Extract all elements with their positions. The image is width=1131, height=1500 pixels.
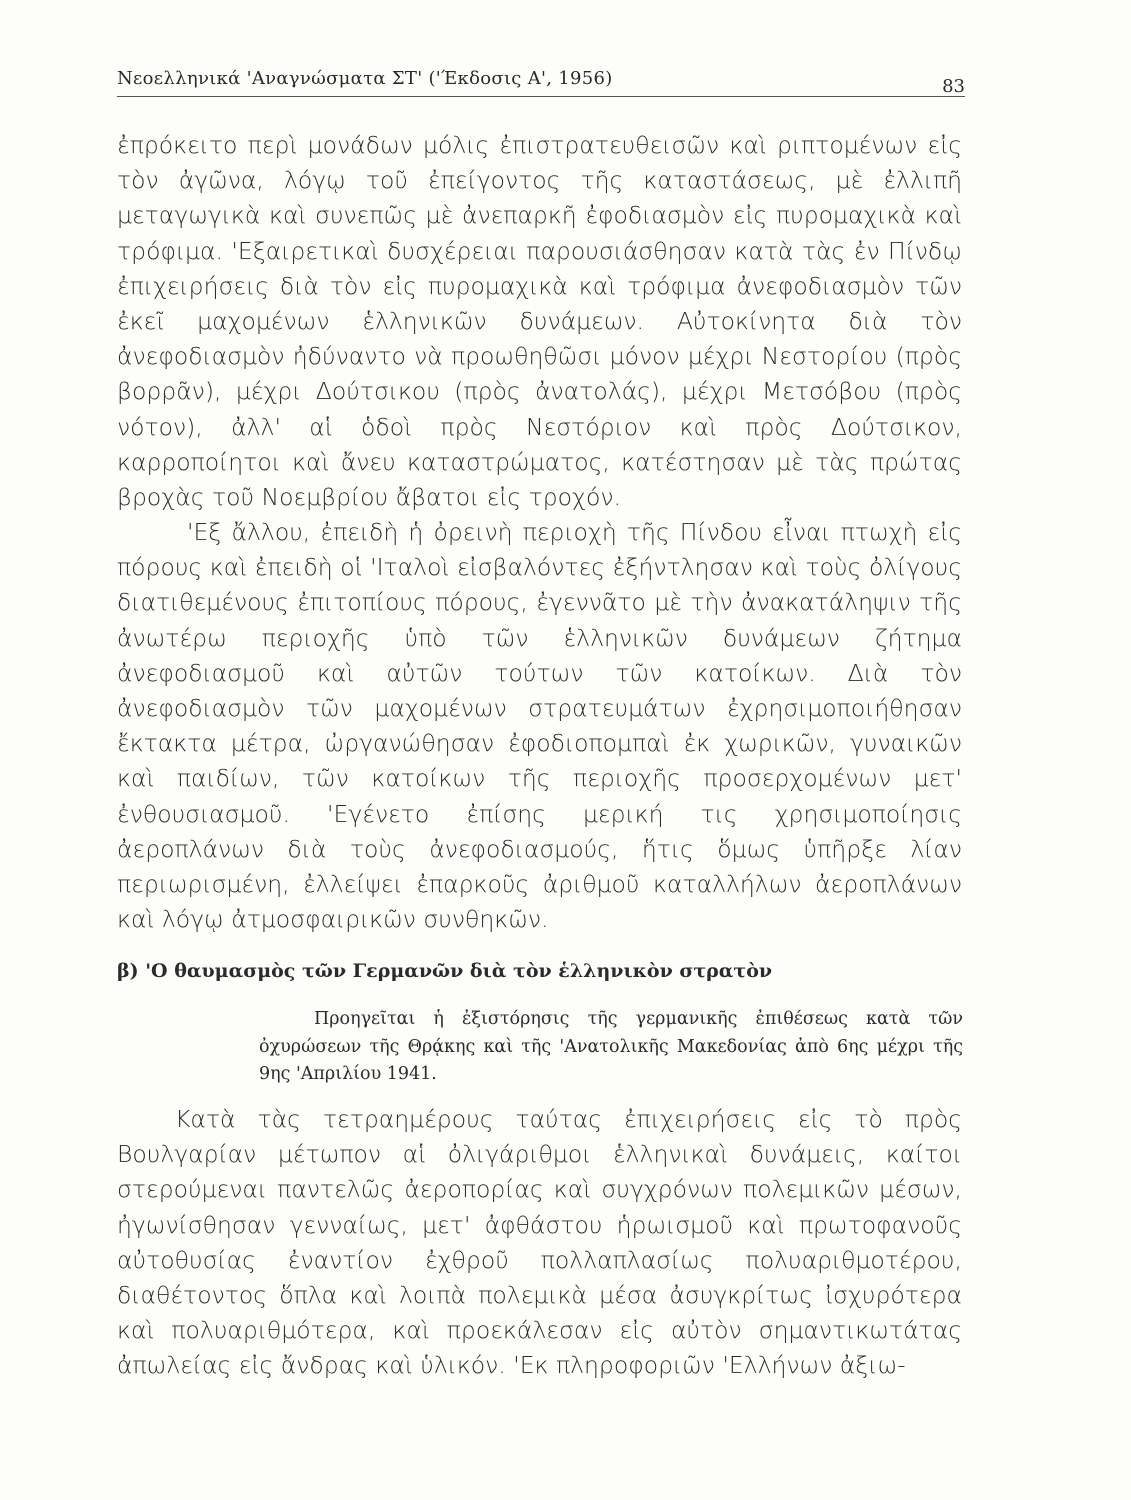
section-heading: β) 'Ο θαυμασμὸς τῶν Γερμανῶν διὰ τὸν ἑλληνικὸν στρατὸν xyxy=(117,960,773,982)
book-title: Νεοελληνικά 'Αναγνώσματα ΣΤ' ('Έκδοσις Α', 1956) xyxy=(117,68,613,89)
running-header xyxy=(117,66,965,97)
section-intro-note: Προηγεῖται ἡ ἐξιστόρησις τῆς γερμανικῆς ἐπιθέσεως κατὰ τῶν ὀχυρώσεων τῆς Θρᾴκης καὶ τῆς 'Ανατολικῆς Μακεδονίας ἀπὸ 6ης μέχρι τῆς 9ης 'Απριλίου 1941. xyxy=(259,1009,963,1084)
paragraph-2-text: 'Εξ ἄλλου, ἐπειδὴ ἡ ὀρεινὴ περιοχὴ τῆς Πίνδου εἶναι πτωχὴ εἰς πόρους καὶ ἐπειδὴ οἱ 'Ιταλοὶ εἰσβαλόντες ἐξήντλησαν καὶ τοὺς ὀλίγους διατιθεμένους ἐπιτοπίους πόρους, ἐγεννᾶτο μὲ τὴν ἀνακατάληψιν τῆς ἀνωτέρω περιοχῆς ὑπὸ τῶν ἑλληνικῶν δυνάμεων ζήτημα ἀνεφοδιασμοῦ καὶ αὐτῶν τούτων τῶν κατοίκων. Διὰ τὸν ἀνεφοδιασμὸν τῶν μαχομένων στρατευμάτων ἐχρησιμοποιήθησαν ἔκτακτα μέτρα, ὠργανώθησαν ἐφοδιοπομπαὶ ἐκ χωρικῶν, γυναικῶν καὶ παιδίων, τῶν κατοίκων τῆς περιοχῆς προσερχομένων μετ' ἐνθουσιασμοῦ. 'Εγένετο ἐπίσης μερική τις χρησιμοποίησις ἀεροπλάνων διὰ τοὺς ἀνεφοδιασμούς, ἥτις ὅμως ὑπῆρξε λίαν περιωρισμένη, ἐλλείψει ἐπαρκοῦς ἀριθμοῦ καταλλήλων ἀεροπλάνων καὶ λόγῳ ἀτμοσφαιρικῶν συνθηκῶν. xyxy=(117,518,962,934)
paragraph-2 xyxy=(117,515,962,937)
paragraph-3-text: Κατὰ τὰς τετραημέρους ταύτας ἐπιχειρήσεις εἰς τὸ πρὸς Βουλγαρίαν μέτωπον αἱ ὀλιγάριθμοι ἑλληνικαὶ δυνάμεις, καίτοι στερούμεναι παντελῶς ἀεροπορίας καὶ συγχρόνων πολεμικῶν μέσων, ἠγωνίσθησαν γενναίως, μετ' ἀφθάστου ἡρωισμοῦ καὶ πρωτοφανοῦς αὐτοθυσίας ἐναντίον ἐχθροῦ πολλαπλασίως πολυαριθμοτέρου, διαθέτοντος ὅπλα καὶ λοιπὰ πολεμικὰ μέσα ἀσυγκρίτως ἰσχυρότερα καὶ πολυαριθμότερα, καὶ προεκάλεσαν εἰς αὐτὸν σημαντικωτάτας ἀπωλείας εἰς ἄνδρας καὶ ὑλικόν. 'Εκ πληροφοριῶν 'Ελλήνων ἀξιω- xyxy=(117,1105,962,1380)
paragraph-3 xyxy=(117,1102,962,1384)
paragraph-1 xyxy=(117,128,962,515)
page-number: 83 xyxy=(942,76,965,97)
paragraph-1-text: ἐπρόκειτο περὶ μονάδων μόλις ἐπιστρατευθεισῶν καὶ ριπτομένων εἰς τὸν ἀγῶνα, λόγῳ τοῦ ἐπείγοντος τῆς καταστάσεως, μὲ ἐλλιπῆ μεταγωγικὰ καὶ συνεπῶς μὲ ἀνεπαρκῆ ἐφοδιασμὸν εἰς πυρομαχικὰ καὶ τρόφιμα. 'Εξαιρετικαὶ δυσχέρειαι παρουσιάσθησαν κατὰ τὰς ἐν Πίνδῳ ἐπιχειρήσεις διὰ τὸν εἰς πυρομαχικὰ καὶ τρόφιμα ἀνεφοδιασμὸν τῶν ἐκεῖ μαχομένων ἑλληνικῶν δυνάμεων. Αὐτοκίνητα διὰ τὸν ἀνεφοδιασμὸν ἠδύναντο νὰ προωθηθῶσι μόνον μέχρι Νεστορίου (πρὸς βορρᾶν), μέχρι Δούτσικου (πρὸς ἀνατολάς), μέχρι Μετσόβου (πρὸς νότον), ἀλλ' αἱ ὁδοὶ πρὸς Νεστόριον καὶ πρὸς Δούτσικον, καρροποίητοι καὶ ἄνευ καταστρώματος, κατέστησαν μὲ τὰς πρώτας βροχὰς τοῦ Νοεμβρίου ἄβατοι εἰς τροχόν. xyxy=(117,131,962,512)
